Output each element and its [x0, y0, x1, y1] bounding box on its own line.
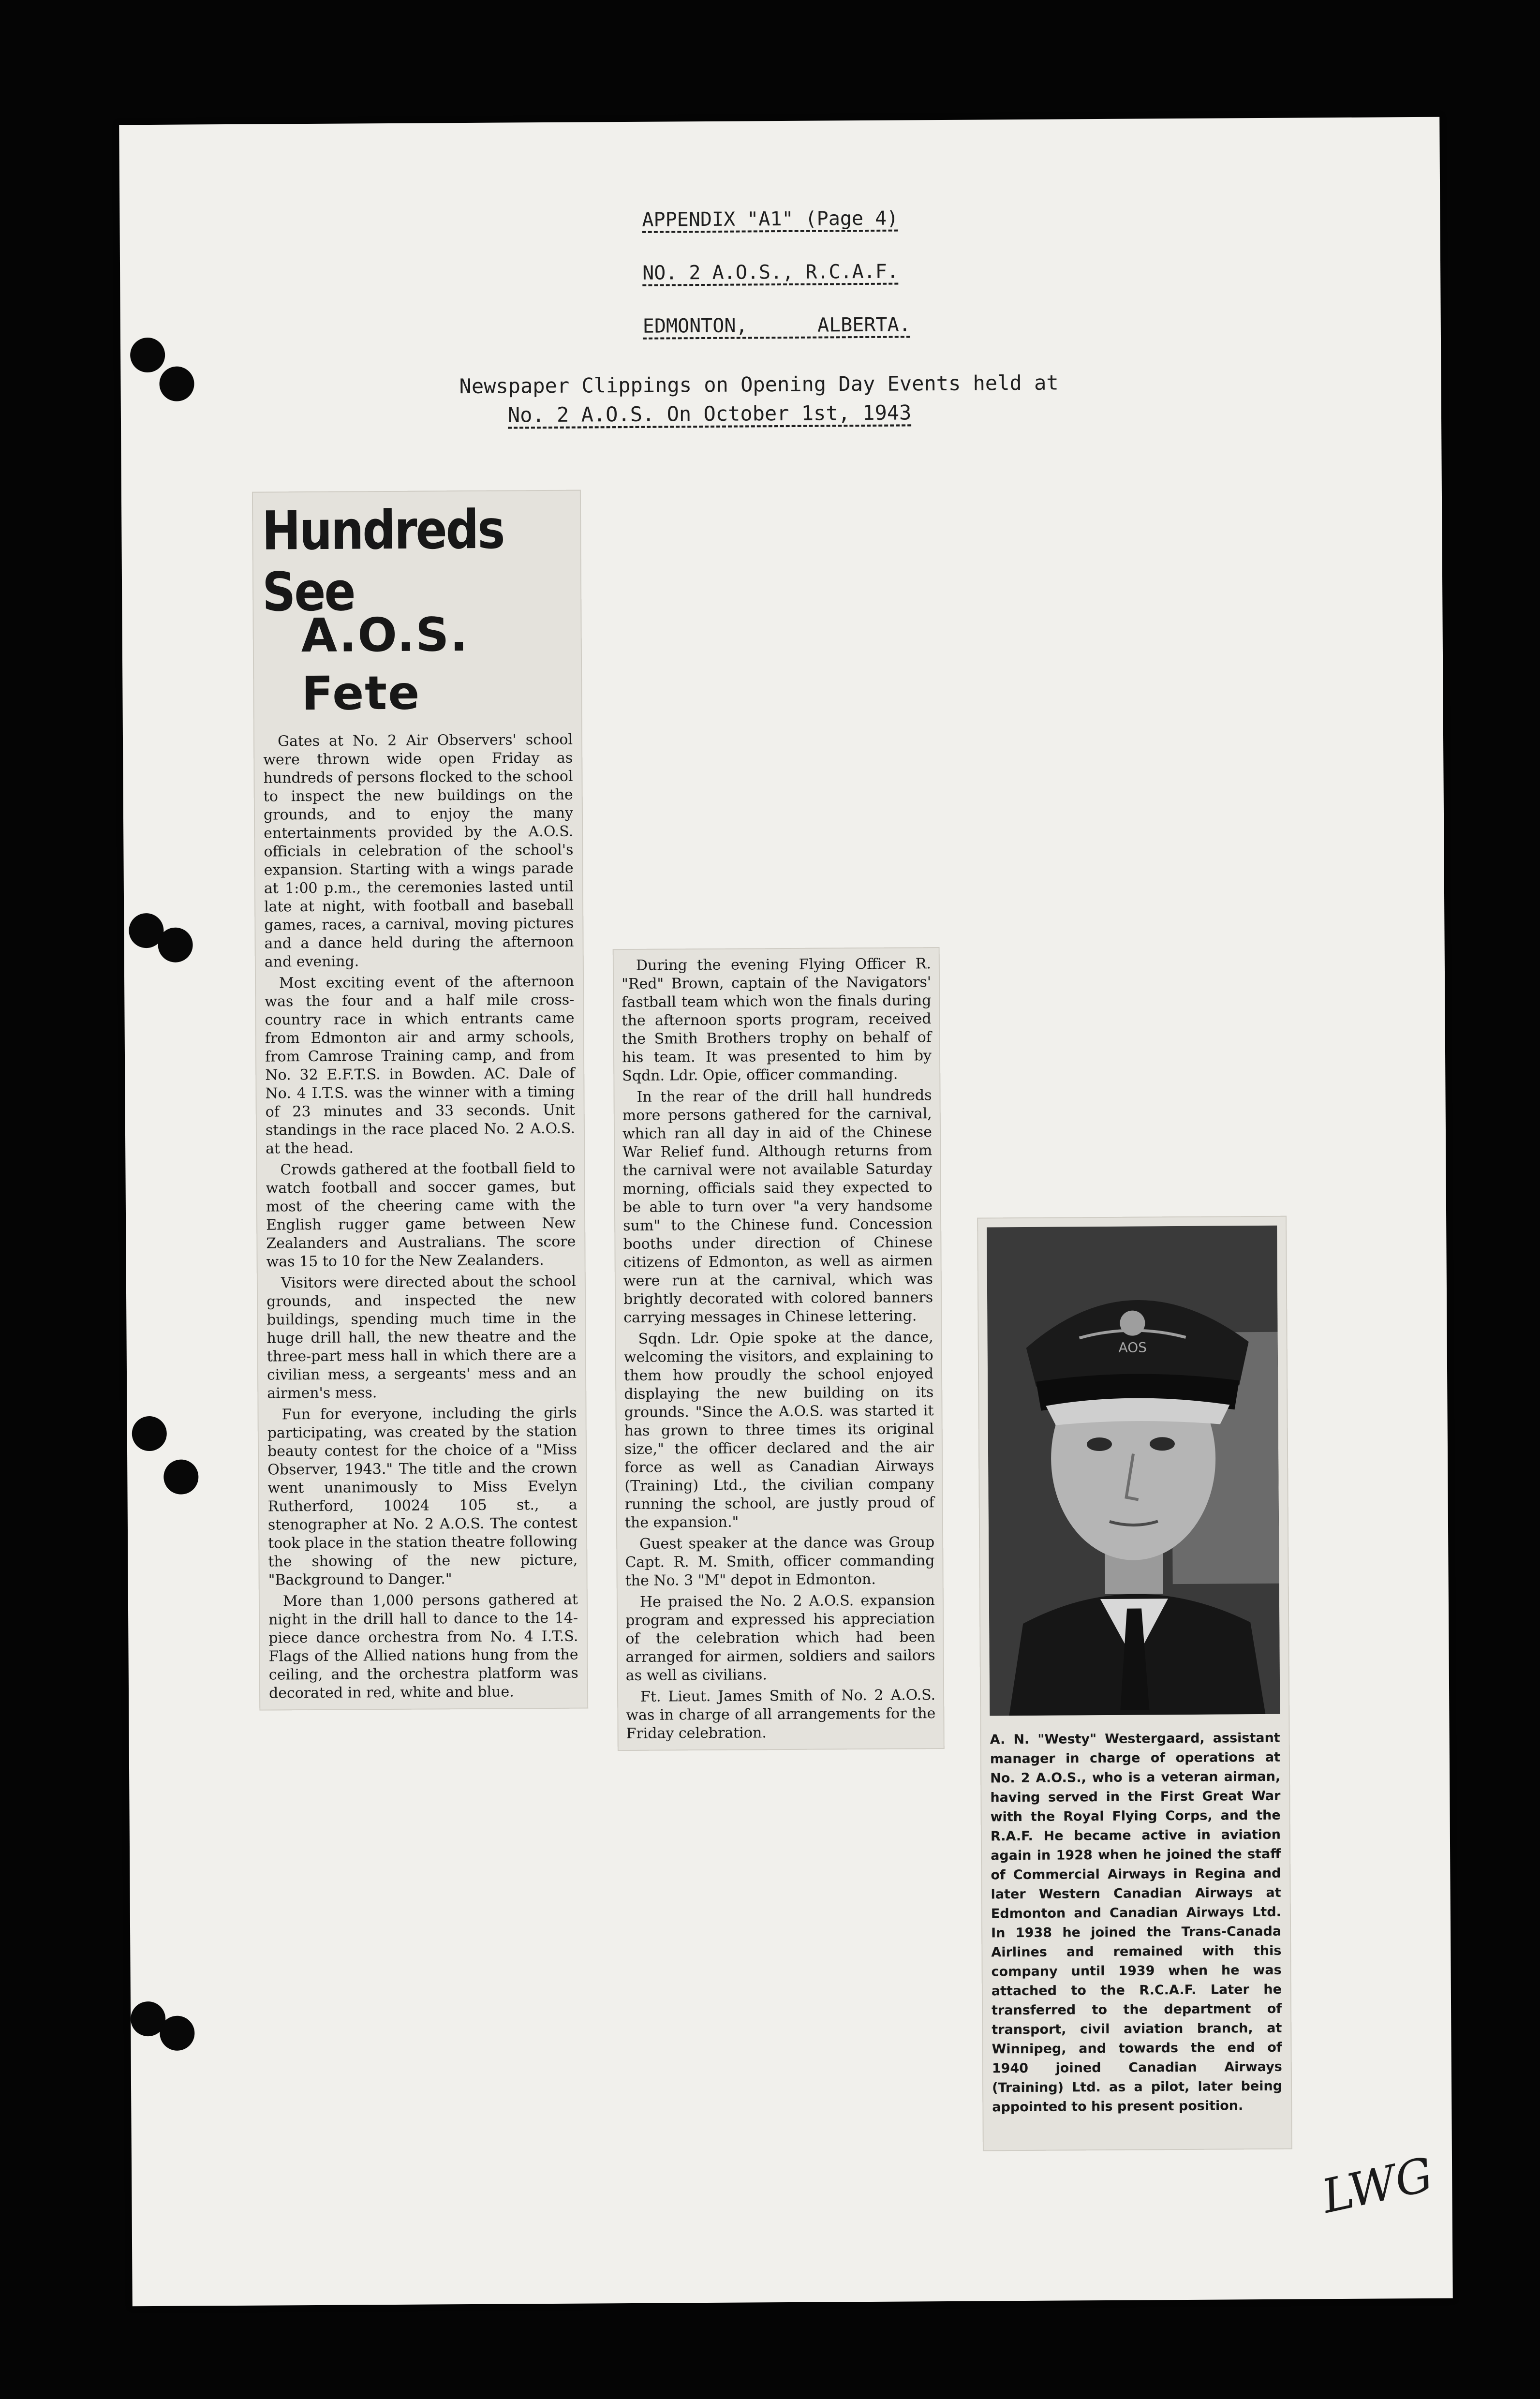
clipping-hundreds-see-aos-fete [252, 490, 588, 1711]
portrait-caption [990, 1729, 1283, 2120]
clipping-portrait [977, 1216, 1292, 2151]
headline-line2: A.O.S. Fete [301, 607, 469, 721]
article-paragraph: More than 1,000 persons gathered at night in the drill hall to dance to the 14-piece dance orchestra from No. 4 I.T.S. Flags of the Allied nations hung from the ceiling, and the orchestra platform was decorated in red, white and blue. [268, 1591, 578, 1702]
article-paragraph: Gates at No. 2 Air Observers' school were thrown wide open Friday as hundreds of persons flocked to the school to inspect the new buildings on the grounds, and to enjoy the many entertainments provided by the A.O.S. officials in celebration of the school's expansion. Starting with a wings parade at 1:00 p.m., the ceremonies lasted until late at night, with football and baseball games, races, a carnival, moving pictures and a dance held during the afternoon and evening. [263, 731, 574, 971]
portrait-photo [987, 1226, 1280, 1716]
punch-hole [130, 338, 165, 372]
article-paragraph: Crowds gathered at the football field to watch football and soccer games, but most of the cheering came with the English rugger game between New Zealanders and Australians. The score was 15 to 10 for the New Zealanders. [266, 1159, 576, 1271]
location-title: EDMONTON, ALBERTA. [642, 313, 911, 338]
punch-hole [158, 927, 192, 962]
clippings-description: Newspaper Clippings on Opening Day Events held at [459, 370, 1059, 399]
clipping-continuation [613, 947, 945, 1751]
article-paragraph: Visitors were directed about the school grounds, and inspected the new buildings, spending much time in the huge drill hall, the new theatre and the three-part mess hall in which there are a civilian mess, a sergeants' mess and an airmen's mess. [267, 1273, 577, 1402]
document-page [119, 117, 1452, 2307]
article-paragraph: Fun for everyone, including the girls participating, was created by the station beauty contest for the choice of a "Miss Observer, 1943." The title and the crown went unanimously to Miss Evelyn Rutherford, 10024 105 st., a stenographer at No. 2 A.O.S. The contest took place in the station theatre following the showing of the new picture, "Background to Danger." [267, 1404, 578, 1589]
portrait-figure [987, 1226, 1280, 1716]
appendix-title: APPENDIX "A1" (Page 4) [642, 207, 899, 231]
punch-hole [132, 1416, 167, 1451]
article-paragraph: Guest speaker at the dance was Group Capt. R. M. Smith, officer commanding the No. 3 "M" depot in Edmonton. [625, 1534, 935, 1590]
handwritten-initials: LWG [1317, 2147, 1438, 2224]
article-paragraph: During the evening Flying Officer R. "Red" Brown, captain of the Navigators' fastball team which won the finals during the afternoon sports program, received the Smith Brothers trophy on behalf of his team. It was presented to him by Sqdn. Ldr. Opie, officer commanding. [622, 955, 932, 1085]
unit-title: NO. 2 A.O.S., R.C.A.F. [642, 260, 899, 284]
caption-text: A. N. "Westy" Westergaard, assistant manager in charge of operations at No. 2 A.O.S., who is a veteran airman, having served in the First Great War with the Royal Flying Corps, and the R.A.F. He became active in aviation again in 1928 when he joined the staff of Commercial Airways in Regina and later Western Canadian Airways at Edmonton and Canadian Airways Ltd. In 1938 he joined the Trans-Canada Airlines and remained with this company until 1939 when he was attached to the R.C.A.F. Later he transferred to the department of transport, civil aviation branch, at Winnipeg, and towards the end of 1940 joined Canadian Airways (Training) Ltd. as a pilot, later being appointed to his present position. [990, 1730, 1283, 2115]
article-paragraph: Ft. Lieut. James Smith of No. 2 A.O.S. was in charge of all arrangements for the Friday celebration. [626, 1687, 936, 1743]
headline-line1: Hundreds See [261, 498, 504, 623]
article-paragraph: He praised the No. 2 A.O.S. expansion program and expressed his appreciation of the celebration which had been arranged for airmen, soldiers and sailors as well as civilians. [625, 1592, 935, 1685]
punch-hole [159, 366, 194, 401]
clippings-date: No. 2 A.O.S. On October 1st, 1943 [507, 400, 912, 427]
article-paragraph: Sqdn. Ldr. Opie spoke at the dance, welcoming the visitors, and explaining to them how proudly the school enjoyed displaying the new building on its grounds. "Since the A.O.S. was started it has grown to three times its original size," the officer declared and the air force as well as Canadian Airways (Training) Ltd., the civilian company running the school, are justly proud of the expansion." [623, 1329, 934, 1532]
article-paragraph: In the rear of the drill hall hundreds more persons gathered for the carnival, which ran all day in aid of the Chinese War Relief fund. Although returns from the carnival were not available Saturday morning, officials said they expected to be able to turn over "a very handsome sum" to the Chinese fund. Concession booths under direction of Chinese citizens of Edmonton, as well as airmen were run at the carnival, which was brightly decorated with colored banners carrying messages in Chinese lettering. [622, 1087, 933, 1327]
punch-hole [163, 1459, 198, 1494]
article-paragraph: Most exciting event of the afternoon was the four and a half mile cross-country race in which entrants came from Edmonton air and army schools, from Camrose Training camp, and from No. 32 E.F.T.S. in Bowden. AC. Dale of No. 4 I.T.S. was the winner with a timing of 23 minutes and 33 seconds. Unit standings in the race placed No. 2 A.O.S. at the head. [265, 973, 576, 1157]
cap-badge-text: AOS [1118, 1339, 1147, 1356]
punch-hole [160, 2016, 194, 2051]
